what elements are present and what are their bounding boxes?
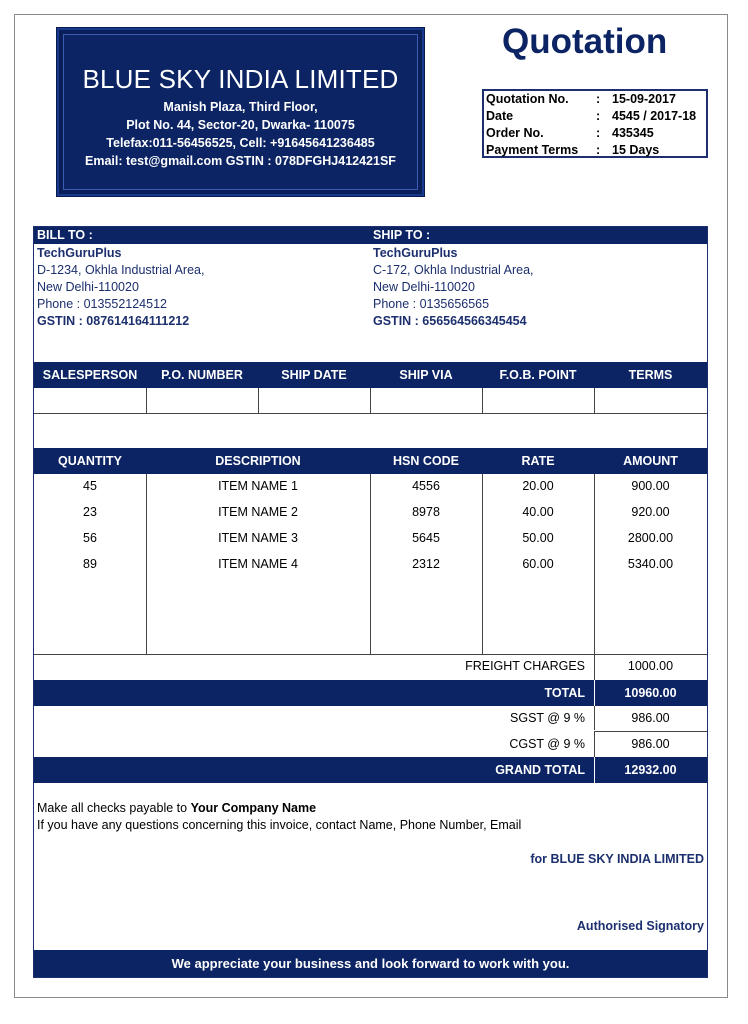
meta-colon: : xyxy=(596,126,601,140)
authorised-signatory: Authorised Signatory xyxy=(576,919,704,933)
meta-label: Order No. xyxy=(486,126,544,140)
company-email-gstin: Email: test@gmail.com GSTIN : 078DFGHJ412421SF xyxy=(85,154,396,168)
document-title: Quotation xyxy=(502,22,668,61)
shipping-header-cell: SALESPERSON xyxy=(42,368,138,382)
company-contact: Telefax:011-56456525, Cell: +91645641236485 xyxy=(106,136,375,150)
meta-row xyxy=(486,125,654,142)
ship-to-address2: New Delhi-110020 xyxy=(373,280,475,294)
checks-company: Your Company Name xyxy=(190,801,317,815)
shipping-header-cell: P.O. NUMBER xyxy=(161,368,243,382)
total-label: TOTAL xyxy=(544,686,585,700)
item-qty: 45 xyxy=(83,479,97,493)
item-hsn: 8978 xyxy=(412,505,440,519)
item-desc: ITEM NAME 3 xyxy=(218,531,298,545)
ship-to-address1: C-172, Okhla Industrial Area, xyxy=(373,263,534,277)
item-header-cell: AMOUNT xyxy=(623,454,678,468)
company-address-line1: Manish Plaza, Third Floor, xyxy=(163,100,318,114)
item-rate: 50.00 xyxy=(522,531,554,545)
meta-label: Quotation No. xyxy=(486,92,569,106)
grid-line xyxy=(594,388,595,414)
item-desc: ITEM NAME 2 xyxy=(218,505,298,519)
item-qty: 56 xyxy=(83,531,97,545)
grand-total-value: 12932.00 xyxy=(624,763,677,777)
meta-row xyxy=(486,142,659,159)
bill-to-name: TechGuruPlus xyxy=(37,246,122,260)
grid-line xyxy=(370,388,371,414)
item-amount: 920.00 xyxy=(631,505,670,519)
ship-to-heading: SHIP TO : xyxy=(373,228,431,242)
item-header-row xyxy=(34,448,707,474)
footer-message: We appreciate your business and look forward to work with you. xyxy=(34,950,707,977)
checks-prefix: Make all checks payable to xyxy=(37,801,191,815)
ship-to-block xyxy=(373,245,534,330)
total-value: 10960.00 xyxy=(624,686,677,700)
meta-value: 435345 xyxy=(612,126,654,140)
item-header-cell: RATE xyxy=(521,454,555,468)
item-qty: 23 xyxy=(83,505,97,519)
company-address-line2: Plot No. 44, Sector-20, Dwarka- 110075 xyxy=(126,118,355,132)
item-rate: 40.00 xyxy=(522,505,554,519)
grid-line xyxy=(594,757,595,783)
meta-value: 15 Days xyxy=(612,143,660,157)
shipping-header-cell: TERMS xyxy=(628,368,673,382)
company-banner xyxy=(56,27,425,197)
meta-colon: : xyxy=(596,92,601,106)
freight-label: FREIGHT CHARGES xyxy=(465,659,585,673)
grid-line xyxy=(594,680,595,706)
ship-to-gstin: GSTIN : 656564566345454 xyxy=(373,314,527,328)
bill-to-heading: BILL TO : xyxy=(37,228,93,242)
for-company: for BLUE SKY INDIA LIMITED xyxy=(530,852,704,866)
quotation-meta-box xyxy=(482,89,708,158)
ship-to-phone: Phone : 0135656565 xyxy=(373,297,490,311)
ship-to-name: TechGuruPlus xyxy=(373,246,458,260)
meta-row xyxy=(486,91,676,108)
item-hsn: 2312 xyxy=(412,557,440,571)
meta-row xyxy=(486,108,696,125)
meta-value: 15-09-2017 xyxy=(612,92,676,106)
quotation-table xyxy=(33,226,708,978)
meta-colon: : xyxy=(596,109,601,123)
company-name: BLUE SKY INDIA LIMITED xyxy=(82,64,399,94)
sgst-label: SGST @ 9 % xyxy=(510,711,585,725)
bill-to-address2: New Delhi-110020 xyxy=(37,280,139,294)
grid-line xyxy=(258,388,259,414)
bill-to-gstin: GSTIN : 087614164111212 xyxy=(37,314,190,328)
meta-label: Payment Terms xyxy=(486,143,579,157)
item-amount: 900.00 xyxy=(631,479,670,493)
freight-value: 1000.00 xyxy=(627,659,674,673)
shipping-header-cell: F.O.B. POINT xyxy=(499,368,577,382)
total-row xyxy=(34,680,707,706)
meta-label: Date xyxy=(486,109,514,123)
grid-line xyxy=(146,388,147,414)
cgst-value: 986.00 xyxy=(631,737,670,751)
item-header-cell: DESCRIPTION xyxy=(215,454,301,468)
shipping-header-cell: SHIP DATE xyxy=(281,368,347,382)
item-desc: ITEM NAME 4 xyxy=(218,557,298,571)
checks-note xyxy=(37,801,316,815)
item-header-cell: QUANTITY xyxy=(58,454,122,468)
bill-to-block xyxy=(37,245,204,330)
item-header-cell: HSN CODE xyxy=(393,454,459,468)
item-amount: 2800.00 xyxy=(627,531,674,545)
shipping-header-row xyxy=(34,362,707,388)
shipping-header-cell: SHIP VIA xyxy=(399,368,453,382)
bill-to-phone: Phone : 013552124512 xyxy=(37,297,167,311)
item-hsn: 5645 xyxy=(412,531,440,545)
meta-colon: : xyxy=(596,143,601,157)
cgst-label: CGST @ 9 % xyxy=(509,737,585,751)
questions-note: If you have any questions concerning this invoice, contact Name, Phone Number, Email xyxy=(37,818,522,832)
grand-total-label: GRAND TOTAL xyxy=(495,763,585,777)
item-hsn: 4556 xyxy=(412,479,440,493)
grid-line xyxy=(34,654,707,655)
address-header-bar xyxy=(34,227,707,244)
item-rate: 20.00 xyxy=(522,479,554,493)
item-qty: 89 xyxy=(83,557,97,571)
grid-line xyxy=(594,731,707,732)
grid-line xyxy=(482,388,483,414)
item-rate: 60.00 xyxy=(522,557,554,571)
item-desc: ITEM NAME 1 xyxy=(218,479,298,493)
item-amount: 5340.00 xyxy=(627,557,674,571)
grand-total-row xyxy=(34,757,707,783)
sgst-value: 986.00 xyxy=(631,711,670,725)
meta-value: 4545 / 2017-18 xyxy=(612,109,697,123)
bill-to-address1: D-1234, Okhla Industrial Area, xyxy=(37,263,205,277)
